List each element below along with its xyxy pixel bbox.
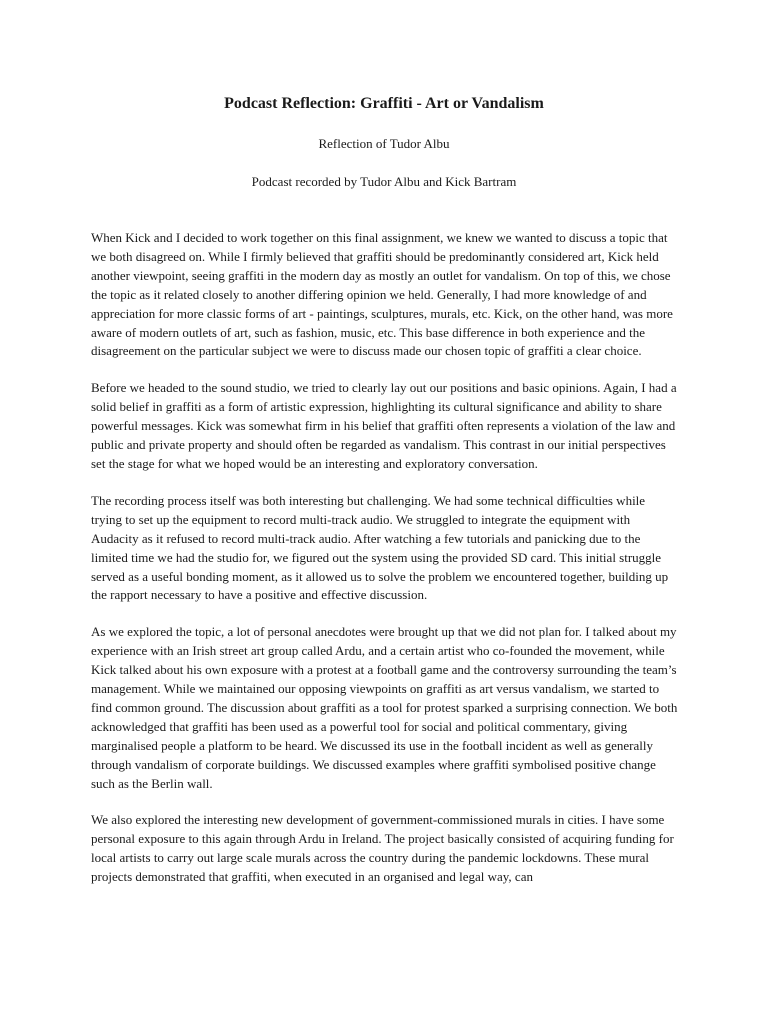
paragraph: Before we headed to the sound studio, we tried to clearly lay out our positions and basic opinions. Again, I had a solid belief in graffiti as a form of artistic expression, highlighting its cultural significance and ability to share powerful messages. Kick was somewhat firm in his belief that graffiti often represents a violation of the law and public and private property and should often be regarded as vandalism. This contrast in our initial perspectives set the stage for what we hoped would be an interesting and exploratory conversation.: [91, 380, 677, 471]
paragraph: As we explored the topic, a lot of personal anecdotes were brought up that we did not plan for. I talked about my experience with an Irish street art group called Ardu, and a certain artist who co-founded the movement, while Kick talked about his own exposure with a protest at a football game and the controversy surrounding the team’s management. While we maintained our opposing viewpoints on graffiti as art versus vandalism, we started to find common ground. The discussion about graffiti as a tool for protest sparked a surprising connection. We both acknowledged that graffiti has been used as a powerful tool for social and political commentary, giving marginalised people a platform to be heard. We discussed its use in the football incident as well as generally through vandalism of corporate buildings. We discussed examples where graffiti symbolised positive change such as the Berlin wall.: [91, 624, 678, 791]
document-subtitle: Reflection of Tudor Albu: [318, 136, 450, 151]
paragraph: We also explored the interesting new development of government-commissioned murals in cities. I have some personal exposure to this again through Ardu in Ireland. The project basically consisted of acquiring funding for local artists to carry out large scale murals across the country during the pandemic lockdowns. These mural projects demonstrated that graffiti, when executed in an organised and legal way, can: [91, 812, 674, 885]
document-title: Podcast Reflection: Graffiti - Art or Vandalism: [224, 95, 544, 112]
document-body: [91, 229, 679, 905]
paragraph: The recording process itself was both interesting but challenging. We had some technical difficulties while trying to set up the equipment to record multi-track audio. We struggled to integrate the equipment with Audacity as it refused to record multi-track audio. After watching a few tutorials and panicking due to the limited time we had the studio for, we figured out the system using the provided SD card. This initial struggle served as a useful bonding moment, as it allowed us to solve the problem we encountered together, building up the rapport necessary to have a positive and effective discussion.: [91, 492, 669, 603]
paragraph: When Kick and I decided to work together on this final assignment, we knew we wanted to discuss a topic that we both disagreed on. While I firmly believed that graffiti should be predominantly considered art, Kick held another viewpoint, seeing graffiti in the modern day as mostly an outlet for vandalism. On top of this, we chose the topic as it related closely to another differing opinion we held. Generally, I had more knowledge of and appreciation for more classic forms of art - paintings, sculptures, murals, etc. Kick, on the other hand, was more aware of modern outlets of art, such as fashion, music, etc. This base difference in both experience and the disagreement on the particular subject we were to discuss made our chosen topic of graffiti a clear choice.: [91, 230, 673, 359]
document-byline: Podcast recorded by Tudor Albu and Kick Bartram: [251, 174, 517, 189]
